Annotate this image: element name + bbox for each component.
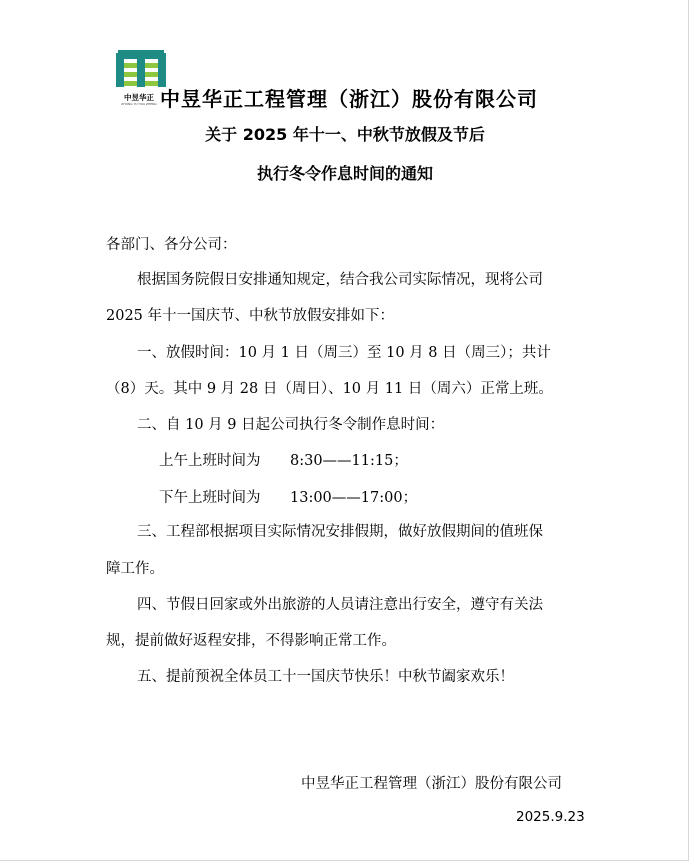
item2: 二、自 10 月 9 日起公司执行冬令制作息时间： [137, 417, 445, 433]
item4-line1: 四、节假日回家或外出旅游的人员请注意出行安全，遵守有关法 [137, 597, 543, 613]
company-name-heading: 中昱华正工程管理（浙江）股份有限公司 [160, 87, 538, 111]
logo-text-cn: 中昱华正 [124, 93, 154, 102]
item3-line1: 三、工程部根据项目实际情况安排假期，做好放假期间的值班保 [137, 524, 543, 540]
intro-line1: 根据国务院假日安排通知规定，结合我公司实际情况，现将公司 [137, 272, 543, 288]
greeting: 各部门、各分公司： [106, 237, 237, 253]
schedule-afternoon-time: 13:00——17:00； [290, 490, 418, 506]
signature-company: 中昱华正工程管理（浙江）股份有限公司 [301, 776, 562, 792]
logo-emblem-icon [116, 48, 166, 90]
item4-line2: 规，提前做好返程安排，不得影响正常工作。 [106, 633, 396, 649]
logo-text-en: ZHONG YU HUA ZHENG [121, 102, 157, 106]
item5: 五、提前预祝全体员工十一国庆节快乐！中秋节阖家欢乐！ [137, 669, 514, 685]
item1-line2: （8）天。其中 9 月 28 日（周日）、10 月 11 日（周六）正常上班。 [106, 381, 553, 397]
schedule-morning-time: 8:30——11:15； [290, 453, 408, 469]
notice-title-line1: 关于 2025 年十一、中秋节放假及节后 [205, 125, 485, 144]
intro-line2: 2025 年十一国庆节、中秋节放假安排如下： [106, 308, 395, 324]
schedule-afternoon-label: 下午上班时间为 [159, 490, 261, 506]
schedule-morning-label: 上午上班时间为 [159, 453, 261, 469]
item3-line2: 障工作。 [106, 561, 164, 577]
item1-line1: 一、放假时间：10 月 1 日（周三）至 10 月 8 日（周三）；共计 [137, 345, 551, 361]
notice-title-line2: 执行冬令作息时间的通知 [256, 164, 433, 183]
signature-date: 2025.9.23 [516, 809, 585, 825]
